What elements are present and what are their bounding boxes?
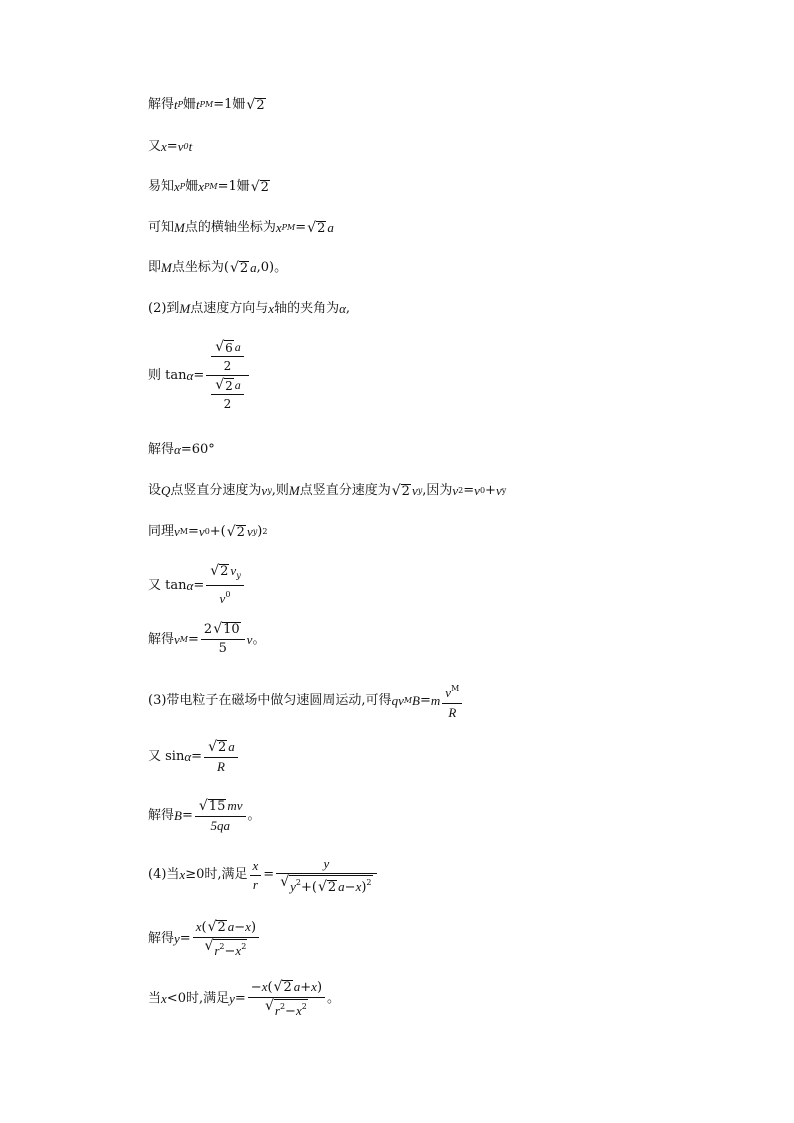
var-alpha: α bbox=[186, 367, 194, 383]
line-9: 设 Q 点竖直分速度为 v y ,则 M 点竖直分速度为 √ 2 v y ,因为 v 2 = v 0 + v y bbox=[148, 483, 507, 499]
text: = bbox=[179, 930, 191, 946]
var-x: x bbox=[161, 139, 167, 154]
text: 点竖直分速度为 bbox=[170, 483, 262, 498]
fraction: $\frac{x}{r}$ bbox=[250, 857, 262, 894]
subscript: PM bbox=[199, 100, 214, 109]
var-B: B bbox=[174, 808, 182, 823]
denominator bbox=[206, 376, 249, 413]
var-v: v bbox=[474, 483, 480, 498]
var-x: x bbox=[268, 301, 275, 316]
text: 轴的夹角为 bbox=[274, 301, 340, 316]
text: (2)到 bbox=[148, 301, 180, 316]
text: 姍 bbox=[185, 179, 199, 194]
text: 则 tan bbox=[148, 367, 187, 383]
fraction: √ 15 mv 5qa bbox=[195, 797, 246, 835]
line-18 bbox=[148, 978, 340, 1019]
var-M: M bbox=[161, 260, 172, 275]
var-B: B bbox=[412, 693, 420, 708]
text: 可知 bbox=[148, 220, 175, 235]
text: ≥0时,满足 bbox=[185, 867, 248, 882]
text: 姍 bbox=[183, 97, 197, 112]
text: 点竖直分速度为 bbox=[299, 483, 391, 498]
text: 又 bbox=[148, 139, 162, 154]
text: = bbox=[193, 367, 205, 383]
var-M: M bbox=[288, 483, 300, 498]
var-v: v bbox=[452, 483, 459, 498]
var-v: v bbox=[495, 483, 502, 498]
line-13: (3)带电粒子在磁场中做匀速圆周运动,可得 qv M B = m $\frac{v^M}{R}$ bbox=[148, 680, 464, 722]
var-t: t bbox=[188, 139, 193, 154]
text: 。 bbox=[327, 990, 341, 1006]
text: 点的横轴坐标为 bbox=[184, 220, 276, 235]
text: = bbox=[166, 139, 178, 154]
var-v: v bbox=[261, 483, 268, 498]
text: 解得 bbox=[148, 930, 175, 946]
var-M: M bbox=[179, 301, 191, 316]
text: 设 bbox=[148, 483, 162, 498]
text: = bbox=[193, 577, 205, 593]
sqrt: √ 2 bbox=[307, 220, 326, 236]
text: ,0)。 bbox=[256, 260, 288, 275]
var-v: v bbox=[198, 524, 205, 539]
text: = bbox=[463, 483, 475, 498]
var-x: x bbox=[275, 220, 282, 235]
fraction: √ 2 a 2 bbox=[211, 376, 244, 413]
var-t: t bbox=[196, 97, 200, 112]
fraction: √ 2 a R bbox=[204, 738, 238, 776]
text: ,因为 bbox=[422, 483, 453, 498]
line-2 bbox=[148, 138, 192, 156]
line-8 bbox=[148, 441, 215, 459]
text: + bbox=[485, 483, 496, 498]
var-M: M bbox=[174, 220, 185, 235]
numerator bbox=[206, 338, 249, 375]
var-alpha: α bbox=[339, 301, 346, 316]
text: 同理 bbox=[148, 524, 175, 539]
line-17 bbox=[148, 918, 261, 959]
sqrt: √ 2 bbox=[229, 260, 249, 276]
line-16 bbox=[148, 855, 379, 895]
var-x: x bbox=[179, 867, 186, 882]
text: (4)当 bbox=[148, 867, 180, 882]
text: 解得 bbox=[148, 631, 175, 647]
text: =1姍 bbox=[213, 97, 246, 112]
line-7 bbox=[148, 338, 251, 413]
text: 点速度方向与 bbox=[190, 301, 269, 316]
var-v: v bbox=[174, 631, 180, 647]
var-t: t bbox=[174, 97, 178, 112]
line-10: 同理 v M = v 0 +( √ 2 v y ) 2 bbox=[148, 524, 268, 540]
var-alpha: α bbox=[174, 442, 181, 457]
text: (3)带电粒子在磁场中做匀速圆周运动,可得 bbox=[148, 693, 392, 708]
var-v: v bbox=[177, 139, 184, 154]
text: 解得 bbox=[148, 442, 175, 457]
text: +( bbox=[209, 524, 226, 539]
text: ,则 bbox=[271, 483, 289, 498]
text: ) bbox=[257, 524, 263, 539]
text: = bbox=[188, 524, 199, 539]
radicand: 2 bbox=[260, 180, 269, 195]
var-v: v bbox=[174, 524, 180, 539]
var-Q: Q bbox=[161, 483, 171, 498]
text: = bbox=[295, 220, 307, 235]
radicand: 2 bbox=[256, 98, 265, 113]
var-v: v bbox=[246, 524, 253, 539]
line-15 bbox=[148, 797, 261, 835]
text: <0时,满足 bbox=[166, 990, 230, 1006]
radicand: 2 bbox=[317, 221, 326, 236]
text: = bbox=[420, 693, 431, 708]
fraction: √ 6 a 2 bbox=[211, 338, 244, 375]
subscript: P bbox=[179, 182, 186, 191]
text: 又 tan bbox=[148, 577, 187, 593]
line-11 bbox=[148, 562, 246, 609]
text: 解得 bbox=[148, 97, 175, 112]
text: = bbox=[181, 808, 193, 823]
line-4 bbox=[148, 219, 334, 237]
line-3 bbox=[148, 178, 271, 196]
fraction: $\frac{v^M}{R}$ bbox=[442, 680, 462, 722]
sqrt: √ 2 bbox=[226, 524, 245, 540]
text: =1姍 bbox=[217, 179, 250, 194]
var-qv: qv bbox=[391, 693, 404, 708]
line-1 bbox=[148, 96, 267, 114]
var-x: x bbox=[161, 990, 167, 1006]
var-y: y bbox=[174, 930, 180, 946]
var-a: a bbox=[250, 260, 257, 275]
fraction: √ 2 $v_y$ $v^0$ bbox=[206, 562, 244, 609]
subscript: P bbox=[177, 100, 184, 109]
text: 解得 bbox=[148, 808, 175, 823]
text: = bbox=[263, 867, 275, 882]
subscript: PM bbox=[281, 223, 296, 232]
fraction: 2 √ 10 5 bbox=[201, 621, 245, 658]
var-m: m bbox=[430, 693, 441, 708]
var-x: x bbox=[198, 179, 204, 194]
text: 。 bbox=[247, 808, 261, 823]
text: 易知 bbox=[148, 179, 175, 194]
text: 又 sin bbox=[148, 749, 185, 764]
line-12: 解得 v M = 2 √ 10 5 v 。 bbox=[148, 621, 266, 656]
fraction: y √ $y^2+$( √ 2 a−x)$^2$ bbox=[276, 855, 376, 895]
text: 当 bbox=[148, 990, 162, 1006]
line-5 bbox=[148, 259, 287, 277]
subscript: 0 bbox=[183, 142, 189, 151]
sqrt: √ 2 bbox=[391, 483, 410, 499]
text: 即 bbox=[148, 260, 162, 275]
line-14 bbox=[148, 738, 240, 776]
subscript: PM bbox=[203, 182, 218, 191]
sqrt: √ 2 bbox=[250, 179, 269, 195]
radicand: 2 bbox=[239, 261, 249, 276]
compound-fraction bbox=[206, 338, 249, 413]
text: , bbox=[345, 301, 351, 316]
text: = bbox=[234, 990, 246, 1006]
line-6 bbox=[148, 300, 350, 318]
sqrt: √ 2 bbox=[246, 97, 265, 113]
var-x: x bbox=[174, 179, 180, 194]
fraction: −x( √ 2 a+x) √ $r^2-x^2$ bbox=[248, 978, 325, 1019]
var-v: v bbox=[246, 631, 253, 647]
var-alpha: α bbox=[186, 577, 194, 593]
var-v: v bbox=[411, 483, 418, 498]
text: = bbox=[191, 749, 203, 764]
text: 。 bbox=[252, 631, 266, 647]
var-alpha: α bbox=[184, 749, 192, 764]
var-a: a bbox=[327, 220, 334, 235]
text: 点坐标为( bbox=[171, 260, 229, 275]
var-y: y bbox=[229, 990, 235, 1006]
fraction: x( √ 2 a−x) √ $r^2-x^2$ bbox=[193, 918, 259, 959]
text: =60° bbox=[180, 442, 215, 457]
text: = bbox=[188, 631, 199, 647]
